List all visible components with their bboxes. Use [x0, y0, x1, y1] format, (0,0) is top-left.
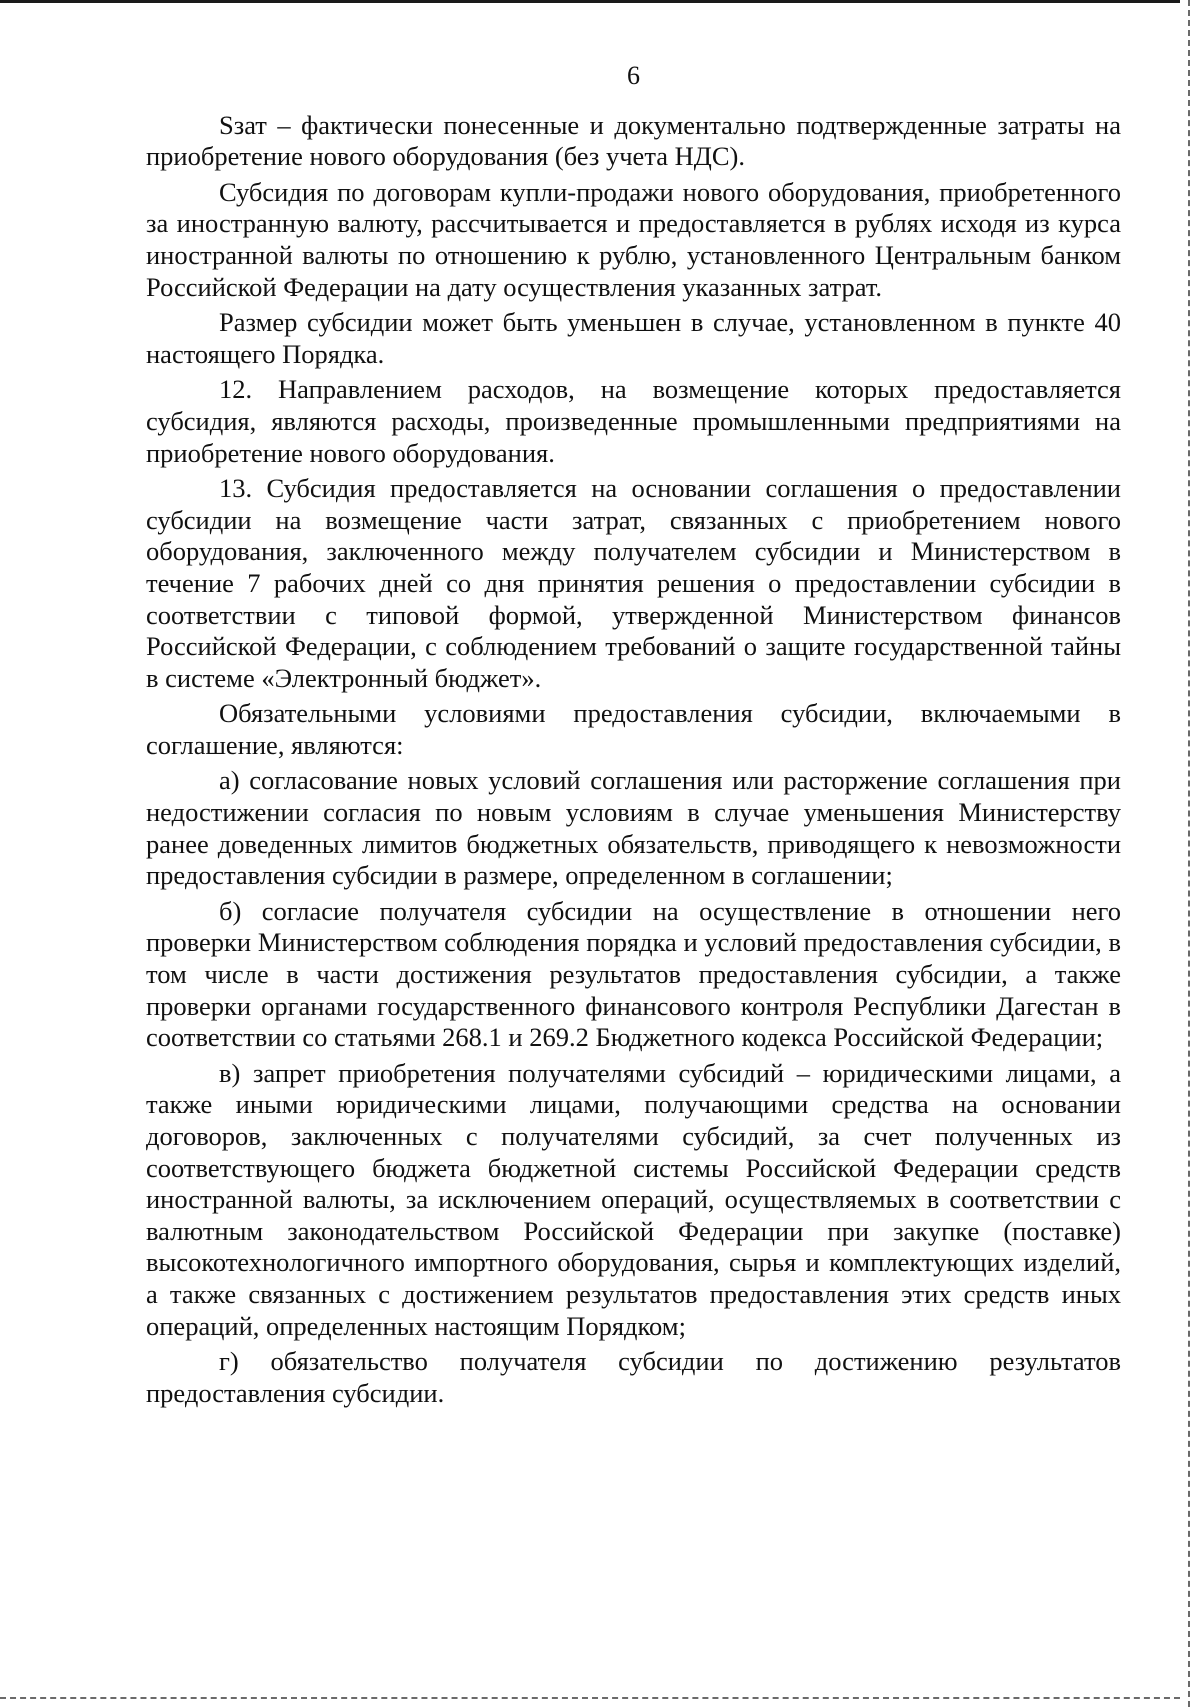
paragraph-condition-v: в) запрет приобретения получателями субсидий – юридическими лицами, а также иными юридическими лицами, получающими средства на основании договоров, заключенных с получателями субсидий, за счет полученных из соответствующего бюджета бюджетной системы Российской Федерации средств иностранной валюты, за исключением операций, осуществляемых в соответствии с валютным законодательством Российской Федерации при закупке (поставке) высокотехнологичного импортного оборудования, сырья и комплектующих изделий, а также связанных с достижением результатов предоставления этих средств иных операций, определенных настоящим Порядком; [146, 1057, 1121, 1341]
paragraph-condition-g: г) обязательство получателя субсидии по достижению результатов предоставления субсидии. [146, 1346, 1121, 1408]
paragraph-mandatory-conditions: Обязательными условиями предоставления субсидии, включаемыми в соглашение, являются: [146, 698, 1121, 760]
paragraph-condition-b: б) согласие получателя субсидии на осуществление в отношении него проверки Министерством соблюдения порядка и условий предоставления субсидии, в том числе в части достижения результатов предоставления субсидии, а также проверки органами государственного финансового контроля Республики Дагестан в соответствии со статьями 268.1 и 269.2 Бюджетного кодекса Российской Федерации; [146, 895, 1121, 1053]
paragraph-item-12: 12. Направлением расходов, на возмещение которых предоставляется субсидия, являются расходы, произведенные промышленными предприятиями на приобретение нового оборудования. [146, 374, 1121, 468]
paragraph-subsidy-reduction: Размер субсидии может быть уменьшен в случае, установленном в пункте 40 настоящего Порядка. [146, 307, 1121, 369]
scan-border-top [0, 0, 1180, 3]
paragraph-foreign-currency: Субсидия по договорам купли-продажи нового оборудования, приобретенного за иностранную валюту, рассчитывается и предоставляется в рублях исходя из курса иностранной валюты по отношению к рублю, установленного Центральным банком Российской Федерации на дату осуществления указанных затрат. [146, 176, 1121, 302]
page-number: 6 [627, 61, 640, 90]
paragraph-item-13: 13. Субсидия предоставляется на основании соглашения о предоставлении субсидии на возмещение части затрат, связанных с приобретением нового оборудования, заключенного между получателем субсидии и Министерством в течение 7 рабочих дней со дня принятия решения о предоставлении субсидии в соответствии с типовой формой, утвержденной Министерством финансов Российской Федерации, с соблюдением требований о защите государственной тайны в системе «Электронный бюджет». [146, 473, 1121, 693]
scan-border-right [1186, 0, 1190, 1707]
document-body [146, 60, 1121, 1409]
scan-border-bottom [0, 1697, 1180, 1699]
paragraph-szat-definition: Sзат – фактически понесенные и документально подтвержденные затраты на приобретение нового оборудования (без учета НДС). [146, 109, 1121, 172]
paragraph-condition-a: а) согласование новых условий соглашения или расторжение соглашения при недостижении согласия по новым условиям в случае уменьшения Министерству ранее доведенных лимитов бюджетных обязательств, приводящего к невозможности предоставления субсидии в размере, определенном в соглашении; [146, 765, 1121, 891]
